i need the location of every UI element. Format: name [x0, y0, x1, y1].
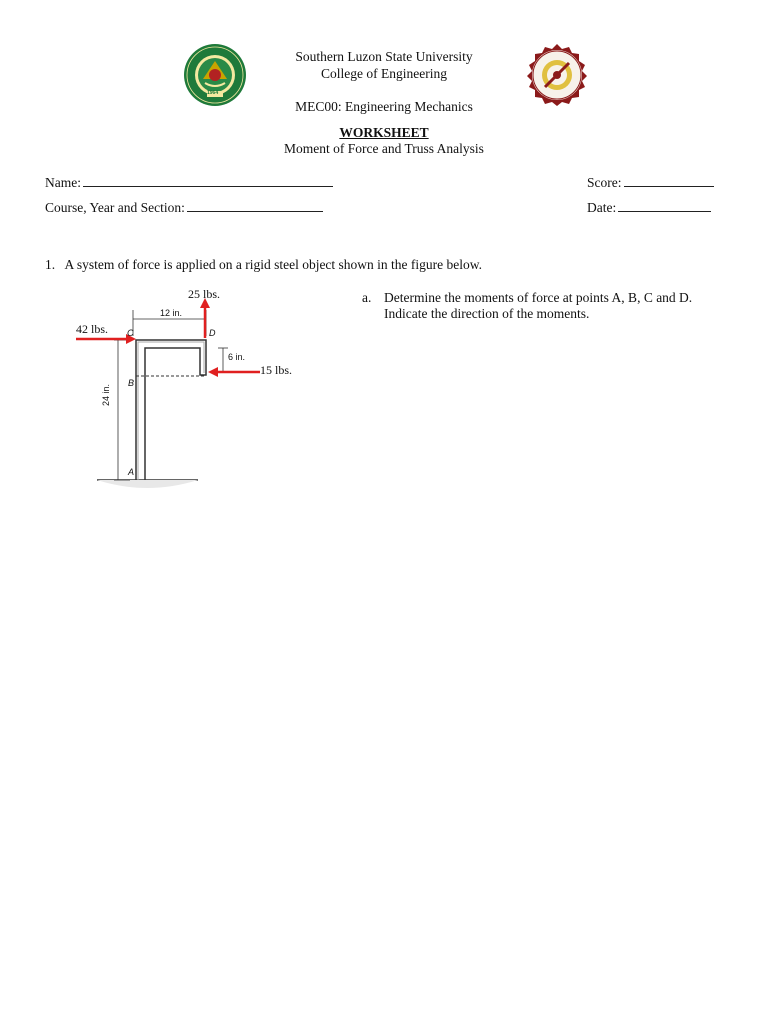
point-a-label: A [128, 467, 135, 477]
name-label: Name: [45, 175, 81, 190]
force-15-arrowhead [208, 367, 218, 377]
worksheet-topic: Moment of Force and Truss Analysis [284, 141, 484, 156]
course-section-blank[interactable] [187, 199, 323, 212]
score-blank[interactable] [624, 174, 714, 187]
dim-12-label: 12 in. [160, 308, 183, 318]
point-c-label: C [127, 328, 134, 338]
point-b-label: B [128, 378, 135, 388]
force-25-label: 25 lbs. [188, 287, 221, 301]
name-blank[interactable] [83, 174, 333, 187]
ground-shading [97, 480, 198, 488]
steel-frame-outline [136, 340, 206, 480]
dim-6-label: 6 in. [228, 352, 246, 362]
dim-24-label: 24 in. [101, 383, 111, 406]
force-15-label: 15 lbs. [260, 363, 293, 377]
date-label: Date: [587, 200, 617, 215]
course-section-label: Course, Year and Section: [45, 200, 185, 215]
date-blank[interactable] [618, 199, 711, 212]
force-42-label: 42 lbs. [76, 322, 109, 336]
question-1 [45, 257, 482, 273]
document-type: WORKSHEET [339, 125, 429, 140]
force-diagram [70, 284, 310, 504]
question-1-text: A system of force is applied on a rigid steel object shown in the figure below. [64, 257, 483, 272]
question-1a-letter: a. [362, 290, 372, 305]
university-seal-year: 1964 [207, 90, 219, 96]
score-field[interactable] [587, 174, 714, 191]
course-section-field[interactable] [45, 199, 323, 216]
question-1a [362, 290, 371, 306]
question-1a-line2: Indicate the direction of the moments. [384, 306, 590, 321]
name-field[interactable] [45, 174, 333, 191]
college-name: College of Engineering [321, 66, 447, 81]
university-name: Southern Luzon State University [295, 49, 473, 64]
point-d-label: D [209, 328, 216, 338]
date-field[interactable] [587, 199, 711, 216]
course-code: MEC00: Engineering Mechanics [295, 99, 473, 114]
steel-frame-inner [138, 342, 204, 480]
score-label: Score: [587, 175, 622, 190]
question-1a-line1: Determine the moments of force at points A, B, C and D. [384, 290, 693, 305]
question-1-number: 1. [45, 257, 56, 272]
